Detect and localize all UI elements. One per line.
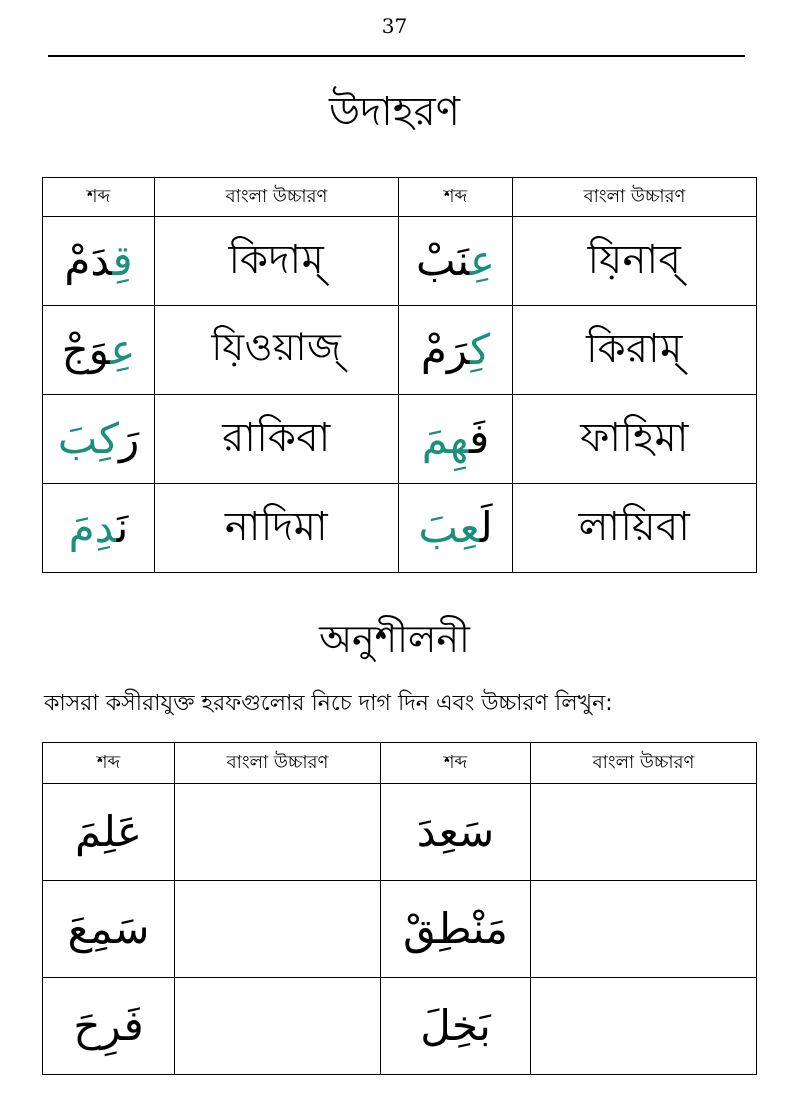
bangla-pronunciation: কিরাম্ — [513, 306, 757, 395]
arabic-word: عِنَبْ — [399, 217, 513, 306]
header-word: শব্দ — [43, 743, 175, 784]
arabic-word: سَعِدَ — [381, 784, 531, 881]
examples-heading: উদাহরণ — [329, 89, 460, 135]
pronunciation-answer-cell[interactable] — [531, 978, 757, 1075]
table-row — [43, 784, 757, 881]
header-pronunciation: বাংলা উচ্চারণ — [531, 743, 757, 784]
arabic-word: سَمِعَ — [43, 881, 175, 978]
arabic-word: نَدِمَ — [43, 484, 155, 573]
table-row — [43, 217, 757, 306]
arabic-word: عِوَجْ — [43, 306, 155, 395]
arabic-word: فَهِمَ — [399, 395, 513, 484]
pronunciation-answer-cell[interactable] — [175, 881, 381, 978]
page-number: 37 — [381, 14, 408, 38]
table-row — [43, 306, 757, 395]
exercise-table — [42, 742, 757, 1075]
exercise-heading: অনুশীলনী — [319, 617, 470, 661]
bangla-pronunciation: লায়িবা — [513, 484, 757, 573]
arabic-word: بَخِلَ — [381, 978, 531, 1075]
pronunciation-answer-cell[interactable] — [175, 978, 381, 1075]
table-row — [43, 978, 757, 1075]
bangla-pronunciation: নাদিমা — [155, 484, 399, 573]
arabic-word: عَلِمَ — [43, 784, 175, 881]
arabic-word: كِرَمْ — [399, 306, 513, 395]
arabic-word: فَرِحَ — [43, 978, 175, 1075]
header-word: শব্দ — [43, 178, 155, 217]
header-pronunciation: বাংলা উচ্চারণ — [155, 178, 399, 217]
bangla-pronunciation: যি়নাব্ — [513, 217, 757, 306]
exercise-header-row — [43, 743, 757, 784]
arabic-word: قِدَمْ — [43, 217, 155, 306]
table-row — [43, 395, 757, 484]
table-row — [43, 484, 757, 573]
pronunciation-answer-cell[interactable] — [531, 784, 757, 881]
table-row — [43, 881, 757, 978]
examples-table — [42, 177, 757, 573]
bangla-pronunciation: যি়ওয়াজ্ — [155, 306, 399, 395]
pronunciation-answer-cell[interactable] — [175, 784, 381, 881]
header-pronunciation: বাংলা উচ্চারণ — [513, 178, 757, 217]
exercise-instruction: কাসরা কসীরাযুক্ত হরফগুলোর নিচে দাগ দিন এবং উচ্চারণ লিখুন: — [44, 691, 613, 716]
header-rule — [48, 55, 745, 57]
header-pronunciation: বাংলা উচ্চারণ — [175, 743, 381, 784]
examples-header-row — [43, 178, 757, 217]
bangla-pronunciation: কিদাম্ — [155, 217, 399, 306]
arabic-word: مَنْطِقْ — [381, 881, 531, 978]
bangla-pronunciation: ফাহিমা — [513, 395, 757, 484]
arabic-word: رَكِبَ — [43, 395, 155, 484]
bangla-pronunciation: রাকিবা — [155, 395, 399, 484]
arabic-word: لَعِبَ — [399, 484, 513, 573]
header-word: শব্দ — [381, 743, 531, 784]
header-word: শব্দ — [399, 178, 513, 217]
pronunciation-answer-cell[interactable] — [531, 881, 757, 978]
